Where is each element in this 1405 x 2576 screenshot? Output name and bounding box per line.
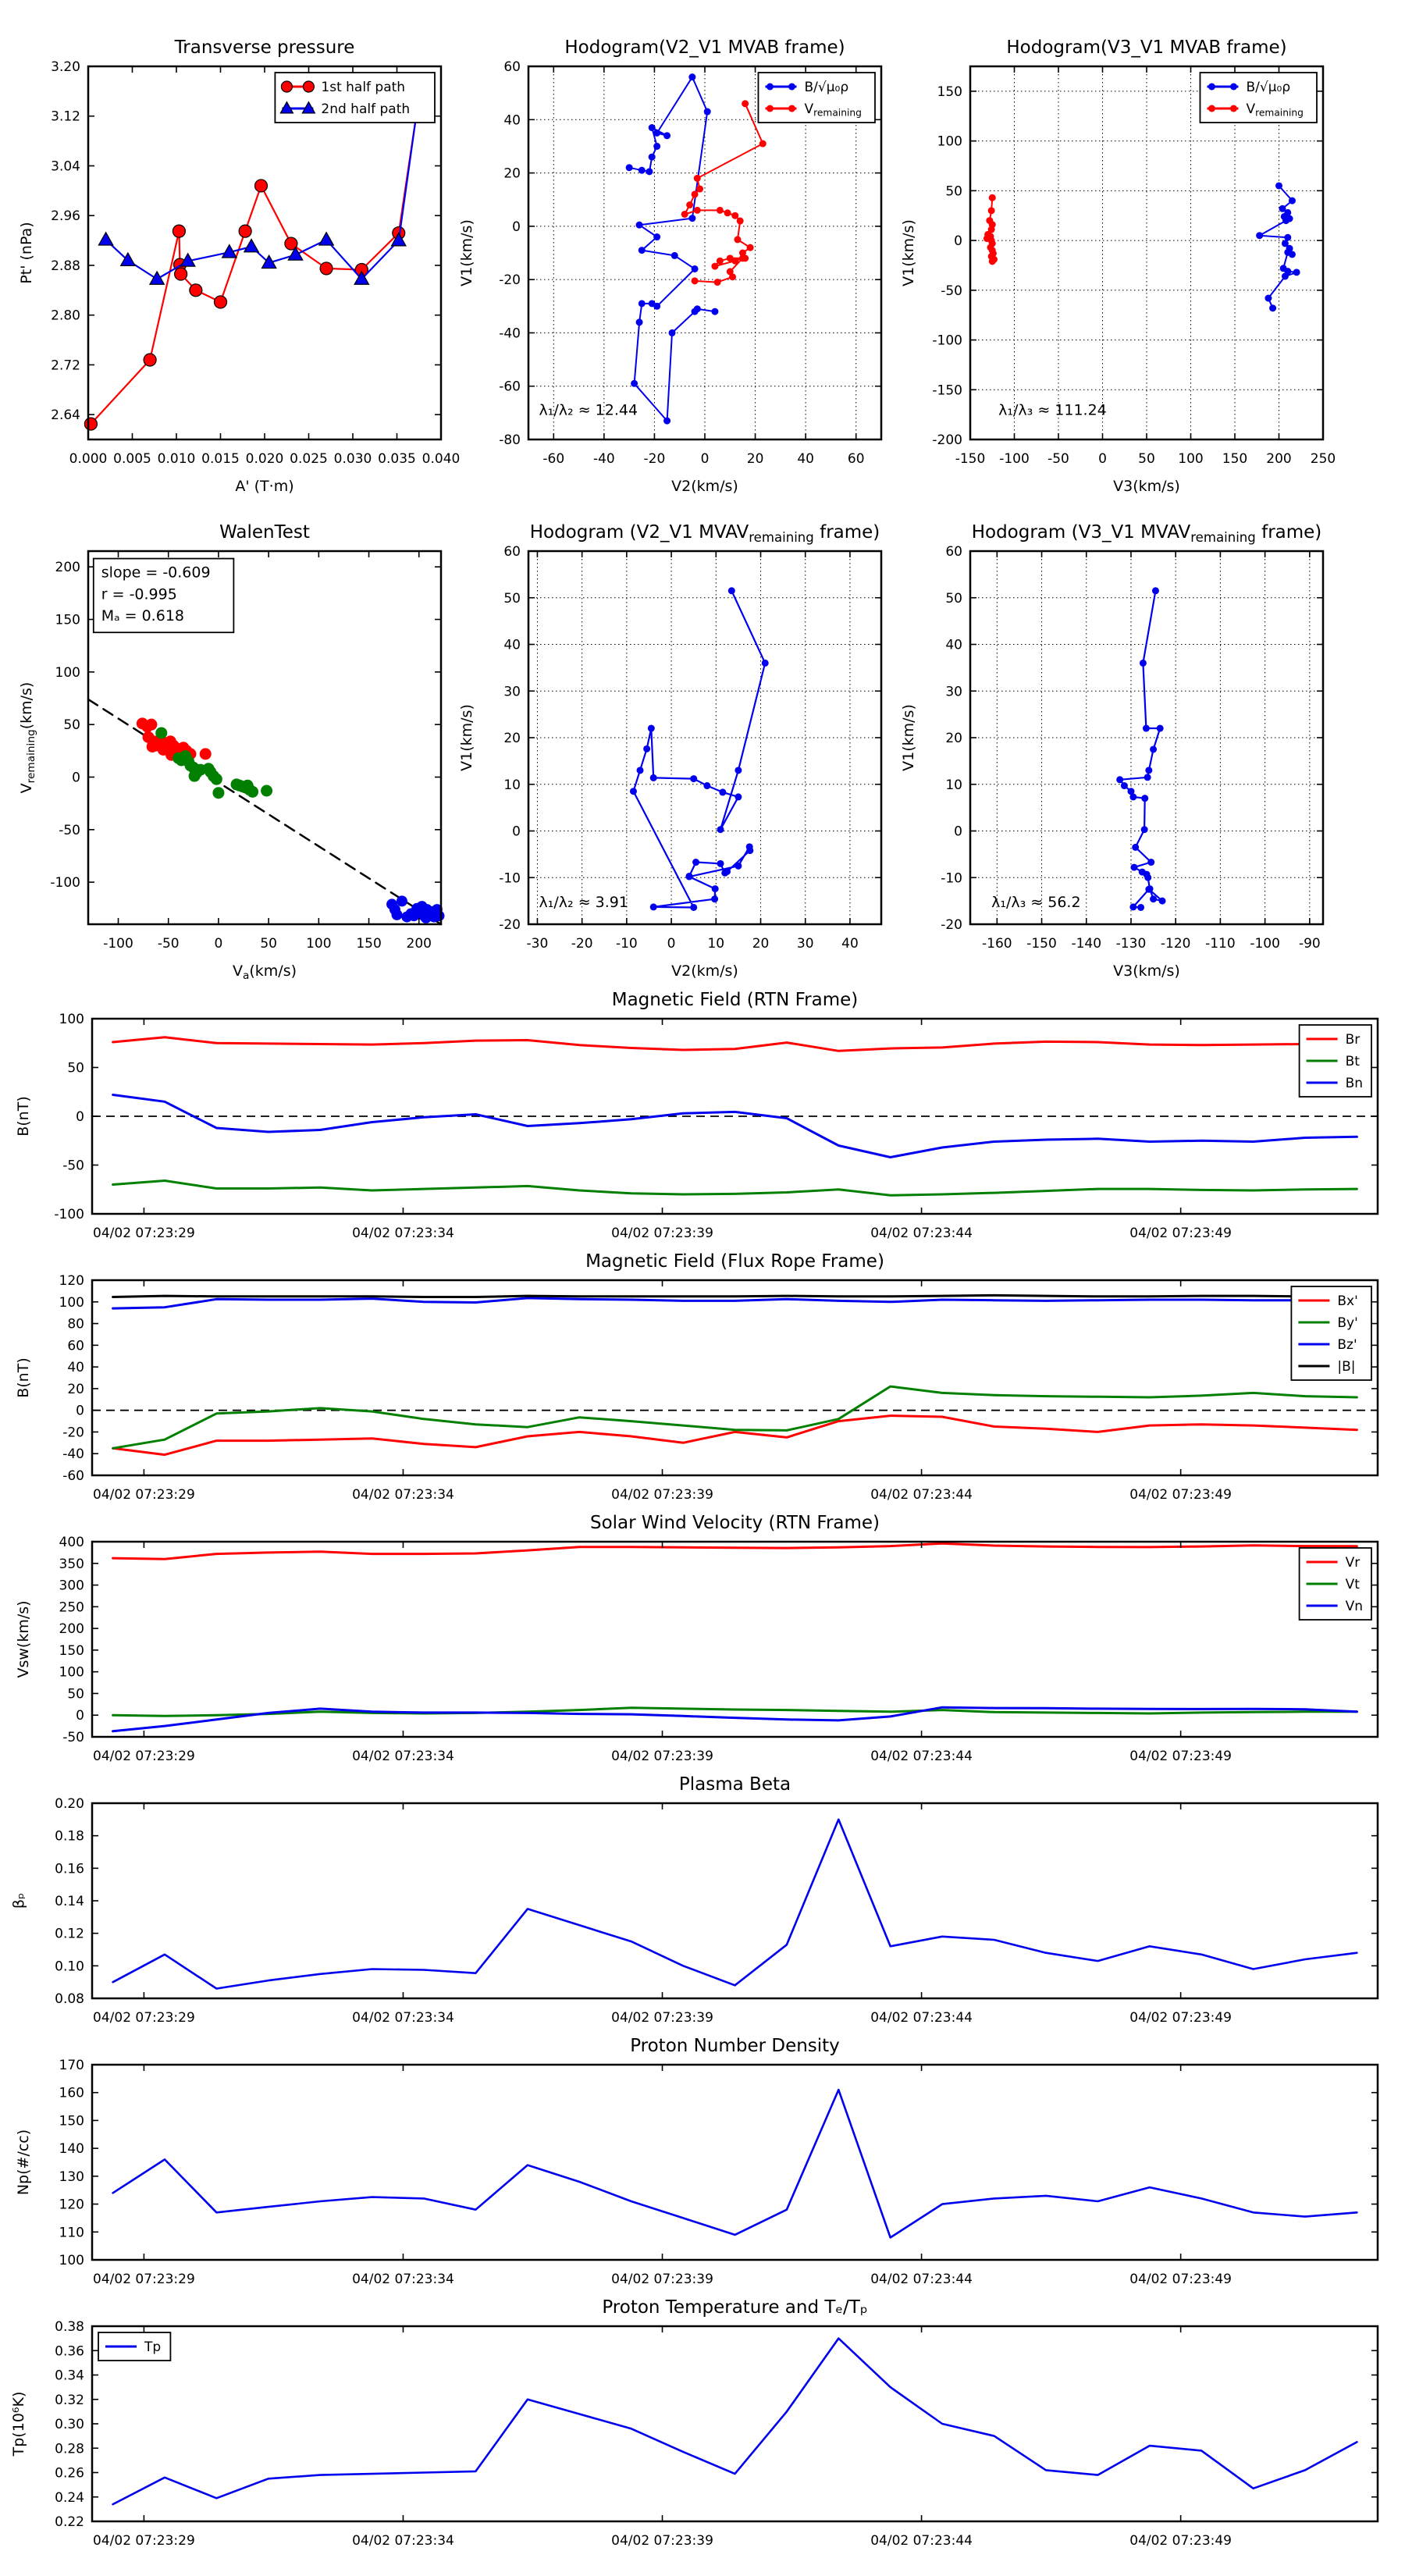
- hodogram-v2v1-mvav-chart: [440, 501, 923, 1009]
- svg-text:2.80: 2.80: [51, 308, 80, 324]
- svg-text:Vr: Vr: [1345, 1554, 1361, 1571]
- svg-text:04/02 07:23:44: 04/02 07:23:44: [870, 1226, 973, 1241]
- svg-text:50: 50: [945, 183, 962, 200]
- svg-text:-60: -60: [499, 379, 521, 395]
- svg-text:A' (T·m): A' (T·m): [235, 478, 294, 495]
- svg-text:-100: -100: [103, 936, 133, 952]
- svg-text:04/02 07:23:39: 04/02 07:23:39: [611, 1226, 713, 1241]
- svg-text:40: 40: [503, 112, 521, 129]
- svg-text:50: 50: [63, 717, 80, 734]
- svg-text:200: 200: [406, 936, 432, 952]
- svg-text:200: 200: [59, 1621, 84, 1638]
- svg-text:V1(km/s): V1(km/s): [458, 219, 475, 286]
- svg-text:-100: -100: [1250, 936, 1280, 952]
- svg-text:B/√μ₀ρ: B/√μ₀ρ: [804, 79, 849, 95]
- svg-text:04/02 07:23:29: 04/02 07:23:29: [93, 1226, 195, 1241]
- svg-text:Va(km/s): $V_a(km/s)$: [232, 962, 297, 983]
- svg-text:50: 50: [67, 1686, 84, 1703]
- svg-text:Solar Wind Velocity (RTN Frame: Solar Wind Velocity (RTN Frame): [589, 1513, 880, 1533]
- svg-text:0: 0: [76, 1109, 84, 1125]
- svg-text:400: 400: [59, 1535, 84, 1550]
- svg-text:-10: -10: [499, 870, 521, 887]
- svg-text:-130: -130: [1115, 936, 1147, 952]
- svg-text:40: 40: [797, 451, 814, 467]
- svg-text:0: 0: [700, 451, 710, 467]
- svg-text:V2(km/s): V2(km/s): [671, 478, 738, 495]
- svg-text:30: 30: [945, 684, 962, 700]
- svg-text:10: 10: [945, 777, 962, 793]
- svg-text:-100: -100: [932, 333, 962, 349]
- svg-text:WalenTest: WalenTest: [219, 522, 310, 543]
- svg-text:50: 50: [945, 590, 962, 607]
- walen-test-chart: [0, 501, 468, 1009]
- svg-text:-20: -20: [499, 272, 521, 289]
- svg-text:100: 100: [59, 2253, 84, 2268]
- svg-text:20: 20: [67, 1381, 84, 1397]
- svg-text:100: 100: [59, 1012, 84, 1027]
- svg-text:0.20: 0.20: [55, 1796, 84, 1812]
- svg-text:-80: -80: [499, 432, 521, 448]
- svg-text:2nd half path: 2nd half path: [321, 101, 411, 117]
- svg-text:Proton Temperature and Tₑ/Tₚ: Proton Temperature and Tₑ/Tₚ: [602, 2297, 868, 2318]
- svg-text:-150: -150: [1026, 936, 1057, 952]
- svg-text:-50: -50: [1048, 451, 1069, 467]
- svg-text:2.96: 2.96: [51, 208, 80, 225]
- svg-text:20: 20: [503, 731, 521, 746]
- svg-text:60: 60: [945, 544, 962, 560]
- svg-text:Proton Number Density: Proton Number Density: [630, 2036, 840, 2056]
- svg-text:r = -0.995: r = -0.995: [101, 585, 177, 603]
- svg-text:20: 20: [746, 451, 764, 467]
- svg-text:-100: -100: [50, 875, 80, 891]
- svg-text:-40: -40: [499, 326, 521, 342]
- svg-text:-50: -50: [62, 1158, 84, 1174]
- svg-text:04/02 07:23:44: 04/02 07:23:44: [870, 2533, 973, 2549]
- svg-text:40: 40: [945, 637, 962, 653]
- svg-text:0.18: 0.18: [55, 1828, 84, 1845]
- svg-text:40: 40: [503, 637, 521, 653]
- svg-text:04/02 07:23:49: 04/02 07:23:49: [1129, 2533, 1232, 2549]
- svg-text:Vt: Vt: [1345, 1576, 1360, 1592]
- svg-text:04/02 07:23:29: 04/02 07:23:29: [93, 2272, 195, 2287]
- svg-text:80: 80: [67, 1316, 84, 1332]
- svg-text:βₚ: βₚ: [10, 1892, 27, 1909]
- svg-text:0.34: 0.34: [55, 2368, 84, 2384]
- svg-text:-60: -60: [542, 451, 565, 467]
- svg-text:V2(km/s): V2(km/s): [671, 962, 738, 980]
- svg-text:Bz': Bz': [1337, 1336, 1357, 1353]
- svg-text:150: 150: [356, 936, 382, 952]
- svg-text:Hodogram(V3_V1 MVAB frame): Hodogram(V3_V1 MVAB frame): [1006, 37, 1287, 58]
- svg-text:0: 0: [1098, 451, 1107, 467]
- svg-text:200: 200: [1266, 451, 1292, 467]
- svg-text:120: 120: [59, 1273, 84, 1289]
- svg-text:140: 140: [59, 2141, 84, 2158]
- svg-text:04/02 07:23:29: 04/02 07:23:29: [93, 1749, 195, 1764]
- svg-text:2.88: 2.88: [51, 258, 80, 274]
- svg-text:30: 30: [796, 936, 814, 952]
- svg-text:-50: -50: [59, 822, 80, 838]
- svg-text:-20: -20: [941, 917, 962, 933]
- svg-text:V3(km/s): V3(km/s): [1113, 962, 1180, 980]
- svg-text:B/√μ₀ρ: B/√μ₀ρ: [1246, 79, 1291, 95]
- svg-text:0.22: 0.22: [55, 2514, 84, 2530]
- svg-text:-110: -110: [1205, 936, 1236, 952]
- magnetic-field-rtn-chart: [0, 974, 1405, 1258]
- svg-text:Vsw(km/s): Vsw(km/s): [15, 1600, 32, 1678]
- svg-text:100: 100: [55, 664, 80, 681]
- svg-text:Tp(10⁶K): Tp(10⁶K): [10, 2391, 27, 2457]
- svg-text:λ₁/λ₃ ≈ 56.2: λ₁/λ₃ ≈ 56.2: [991, 893, 1081, 911]
- svg-text:04/02 07:23:34: 04/02 07:23:34: [352, 1749, 454, 1764]
- svg-text:Vremaining: $V_{remaining}$: [804, 101, 862, 119]
- svg-text:04/02 07:23:49: 04/02 07:23:49: [1129, 1487, 1232, 1503]
- hodogram-v3v1-mvab-chart: [882, 5, 1405, 507]
- svg-text:04/02 07:23:49: 04/02 07:23:49: [1129, 1749, 1232, 1764]
- svg-text:100: 100: [59, 1294, 84, 1311]
- svg-text:-200: -200: [932, 432, 962, 448]
- svg-text:-10: -10: [941, 870, 962, 887]
- svg-text:0.28: 0.28: [55, 2441, 84, 2457]
- svg-text:40: 40: [67, 1360, 84, 1376]
- svg-text:0.38: 0.38: [55, 2319, 84, 2335]
- svg-text:150: 150: [59, 1642, 84, 1659]
- svg-text:-30: -30: [526, 936, 549, 952]
- svg-text:By': By': [1337, 1315, 1358, 1331]
- svg-text:0.30: 0.30: [55, 2417, 84, 2432]
- svg-text:Bn: Bn: [1345, 1075, 1364, 1091]
- svg-text:0: 0: [954, 824, 962, 840]
- svg-text:0.025: 0.025: [290, 451, 328, 467]
- svg-text:slope = -0.609: slope = -0.609: [101, 564, 211, 582]
- svg-text:0: 0: [512, 824, 521, 840]
- svg-text:-100: -100: [999, 451, 1030, 467]
- svg-text:50: 50: [503, 590, 521, 607]
- svg-text:04/02 07:23:44: 04/02 07:23:44: [870, 1749, 973, 1764]
- svg-text:Hodogram (V2_V1 MVAVremaining: Hodogram (V2_V1 $MVAV_{remaining}$ frame): [529, 522, 880, 546]
- svg-text:60: 60: [503, 544, 521, 560]
- svg-text:-20: -20: [62, 1425, 84, 1441]
- svg-text:B(nT): B(nT): [15, 1096, 32, 1137]
- svg-text:0: 0: [76, 1403, 84, 1419]
- svg-text:300: 300: [59, 1578, 84, 1594]
- svg-text:50: 50: [260, 936, 277, 952]
- svg-text:04/02 07:23:39: 04/02 07:23:39: [611, 2533, 713, 2549]
- svg-text:110: 110: [59, 2225, 84, 2241]
- svg-text:|B|: |B|: [1337, 1358, 1356, 1375]
- svg-text:0: 0: [76, 1708, 84, 1724]
- svg-text:3.04: 3.04: [51, 158, 80, 175]
- svg-text:V3(km/s): V3(km/s): [1113, 478, 1180, 495]
- svg-text:20: 20: [752, 936, 770, 952]
- transverse-pressure-chart: [0, 5, 468, 507]
- svg-text:Br: Br: [1345, 1031, 1361, 1048]
- svg-text:04/02 07:23:39: 04/02 07:23:39: [611, 1749, 713, 1764]
- svg-text:-120: -120: [1160, 936, 1191, 952]
- svg-text:10: 10: [707, 936, 725, 952]
- svg-text:250: 250: [59, 1599, 84, 1616]
- svg-text:04/02 07:23:29: 04/02 07:23:29: [93, 2010, 195, 2026]
- svg-text:20: 20: [945, 731, 962, 746]
- svg-text:04/02 07:23:44: 04/02 07:23:44: [870, 2010, 973, 2026]
- svg-text:1st half path: 1st half path: [321, 79, 406, 95]
- svg-text:100: 100: [59, 1664, 84, 1681]
- svg-text:Hodogram (V3_V1 MVAVremaining: Hodogram (V3_V1 $MVAV_{remaining}$ frame): [971, 522, 1322, 546]
- svg-text:0.015: 0.015: [201, 451, 240, 467]
- svg-text:3.12: 3.12: [51, 109, 80, 125]
- svg-text:200: 200: [55, 560, 80, 576]
- svg-text:04/02 07:23:49: 04/02 07:23:49: [1129, 1226, 1232, 1241]
- svg-text:Tp: Tp: [144, 2339, 162, 2355]
- svg-text:-160: -160: [982, 936, 1012, 952]
- svg-text:04/02 07:23:49: 04/02 07:23:49: [1129, 2272, 1232, 2287]
- svg-text:0.36: 0.36: [55, 2343, 84, 2360]
- svg-text:B(nT): B(nT): [15, 1357, 32, 1398]
- svg-text:-40: -40: [62, 1446, 84, 1463]
- svg-text:-20: -20: [499, 917, 521, 933]
- svg-text:150: 150: [937, 84, 962, 100]
- svg-text:30: 30: [503, 684, 521, 700]
- svg-text:V1(km/s): V1(km/s): [900, 219, 917, 286]
- svg-text:Pt' (nPa): Pt' (nPa): [18, 222, 35, 284]
- proton-number-density-chart: [0, 2020, 1405, 2304]
- svg-text:-140: -140: [1071, 936, 1102, 952]
- svg-text:160: 160: [59, 2085, 84, 2101]
- svg-text:04/02 07:23:29: 04/02 07:23:29: [93, 1487, 195, 1503]
- svg-text:04/02 07:23:34: 04/02 07:23:34: [352, 2010, 454, 2026]
- svg-text:Magnetic Field (Flux Rope Fram: Magnetic Field (Flux Rope Frame): [585, 1251, 884, 1272]
- svg-text:04/02 07:23:29: 04/02 07:23:29: [93, 2533, 195, 2549]
- svg-text:50: 50: [1138, 451, 1155, 467]
- svg-text:60: 60: [67, 1338, 84, 1354]
- svg-text:Bx': Bx': [1337, 1293, 1358, 1309]
- solar-wind-velocity-chart: [0, 1497, 1405, 1781]
- svg-text:Vremaining(km/s): $V_{remaining}(km/s)$: [18, 681, 38, 794]
- svg-text:04/02 07:23:34: 04/02 07:23:34: [352, 1487, 454, 1503]
- svg-text:04/02 07:23:39: 04/02 07:23:39: [611, 2010, 713, 2026]
- svg-text:Plasma Beta: Plasma Beta: [678, 1774, 791, 1795]
- svg-text:-20: -20: [643, 451, 666, 467]
- svg-text:Np(#/cc): Np(#/cc): [15, 2129, 32, 2196]
- svg-text:60: 60: [503, 59, 521, 75]
- svg-text:100: 100: [1178, 451, 1204, 467]
- svg-text:V1(km/s): V1(km/s): [900, 704, 917, 771]
- svg-text:-50: -50: [62, 1730, 84, 1745]
- svg-text:0.32: 0.32: [55, 2392, 84, 2408]
- svg-text:0.14: 0.14: [55, 1894, 84, 1909]
- svg-text:3.20: 3.20: [51, 59, 80, 75]
- svg-text:0.040: 0.040: [422, 451, 461, 467]
- svg-text:350: 350: [59, 1556, 84, 1572]
- svg-text:50: 50: [67, 1060, 84, 1076]
- svg-text:-50: -50: [941, 283, 962, 299]
- proton-temperature-chart: [0, 2282, 1405, 2576]
- svg-text:0: 0: [72, 770, 80, 786]
- svg-text:2.64: 2.64: [51, 407, 80, 424]
- svg-text:0.000: 0.000: [69, 451, 108, 467]
- svg-text:0: 0: [512, 219, 521, 235]
- hodogram-v3v1-mvav-chart: [882, 501, 1405, 1009]
- svg-text:04/02 07:23:44: 04/02 07:23:44: [870, 1487, 973, 1503]
- svg-text:100: 100: [937, 133, 962, 150]
- svg-text:0: 0: [214, 936, 223, 952]
- svg-text:λ₁/λ₂ ≈ 12.44: λ₁/λ₂ ≈ 12.44: [539, 401, 638, 419]
- svg-text:04/02 07:23:34: 04/02 07:23:34: [352, 2533, 454, 2549]
- svg-text:Vremaining: $V_{remaining}$: [1246, 101, 1304, 119]
- svg-text:2.72: 2.72: [51, 358, 80, 374]
- svg-text:-40: -40: [592, 451, 615, 467]
- svg-text:0.010: 0.010: [157, 451, 196, 467]
- svg-text:04/02 07:23:34: 04/02 07:23:34: [352, 2272, 454, 2287]
- svg-text:-10: -10: [615, 936, 638, 952]
- svg-text:04/02 07:23:44: 04/02 07:23:44: [870, 2272, 973, 2287]
- svg-text:0.26: 0.26: [55, 2465, 84, 2482]
- hodogram-v2v1-mvab-chart: [440, 5, 923, 507]
- svg-text:-50: -50: [157, 936, 180, 952]
- svg-text:V1(km/s): V1(km/s): [458, 704, 475, 771]
- svg-text:Transverse pressure: Transverse pressure: [174, 37, 355, 58]
- svg-text:Magnetic Field (RTN Frame): Magnetic Field (RTN Frame): [611, 990, 859, 1010]
- svg-text:120: 120: [59, 2197, 84, 2213]
- svg-text:04/02 07:23:34: 04/02 07:23:34: [352, 1226, 454, 1241]
- svg-text:130: 130: [59, 2169, 84, 2185]
- svg-text:04/02 07:23:39: 04/02 07:23:39: [611, 2272, 713, 2287]
- svg-text:Vn: Vn: [1345, 1598, 1364, 1614]
- svg-text:170: 170: [59, 2058, 84, 2073]
- svg-text:150: 150: [1222, 451, 1248, 467]
- svg-text:-150: -150: [932, 382, 962, 399]
- svg-text:0.10: 0.10: [55, 1959, 84, 1975]
- svg-text:0.020: 0.020: [245, 451, 284, 467]
- svg-text:0.005: 0.005: [113, 451, 151, 467]
- svg-text:0.035: 0.035: [378, 451, 416, 467]
- svg-text:40: 40: [841, 936, 859, 952]
- svg-text:-90: -90: [1298, 936, 1321, 952]
- svg-text:0.12: 0.12: [55, 1926, 84, 1942]
- svg-text:0.08: 0.08: [55, 1991, 84, 2007]
- svg-text:150: 150: [55, 612, 80, 628]
- svg-text:0: 0: [954, 233, 962, 250]
- svg-text:λ₁/λ₂ ≈ 3.91: λ₁/λ₂ ≈ 3.91: [539, 893, 628, 911]
- svg-text:10: 10: [503, 777, 521, 793]
- svg-text:-100: -100: [54, 1207, 84, 1222]
- svg-text:0.030: 0.030: [333, 451, 372, 467]
- svg-text:λ₁/λ₃ ≈ 111.24: λ₁/λ₃ ≈ 111.24: [998, 401, 1107, 419]
- svg-text:100: 100: [306, 936, 332, 952]
- svg-text:-60: -60: [62, 1468, 84, 1484]
- svg-text:20: 20: [503, 165, 521, 182]
- svg-text:60: 60: [847, 451, 865, 467]
- svg-text:-20: -20: [571, 936, 593, 952]
- magnetic-field-flux-rope-chart: [0, 1236, 1405, 1520]
- svg-text:250: 250: [1310, 451, 1336, 467]
- svg-text:0.24: 0.24: [55, 2489, 84, 2506]
- svg-text:04/02 07:23:49: 04/02 07:23:49: [1129, 2010, 1232, 2026]
- svg-text:Bt: Bt: [1345, 1053, 1360, 1069]
- svg-text:-150: -150: [955, 451, 986, 467]
- svg-text:0.16: 0.16: [55, 1861, 84, 1877]
- svg-text:0: 0: [667, 936, 676, 952]
- svg-text:Hodogram(V2_V1 MVAB frame): Hodogram(V2_V1 MVAB frame): [564, 37, 845, 58]
- svg-text:04/02 07:23:39: 04/02 07:23:39: [611, 1487, 713, 1503]
- svg-text:150: 150: [59, 2113, 84, 2129]
- plasma-beta-chart: [0, 1759, 1405, 2043]
- svg-text:Mₐ = 0.618: Mₐ = 0.618: [101, 607, 185, 624]
